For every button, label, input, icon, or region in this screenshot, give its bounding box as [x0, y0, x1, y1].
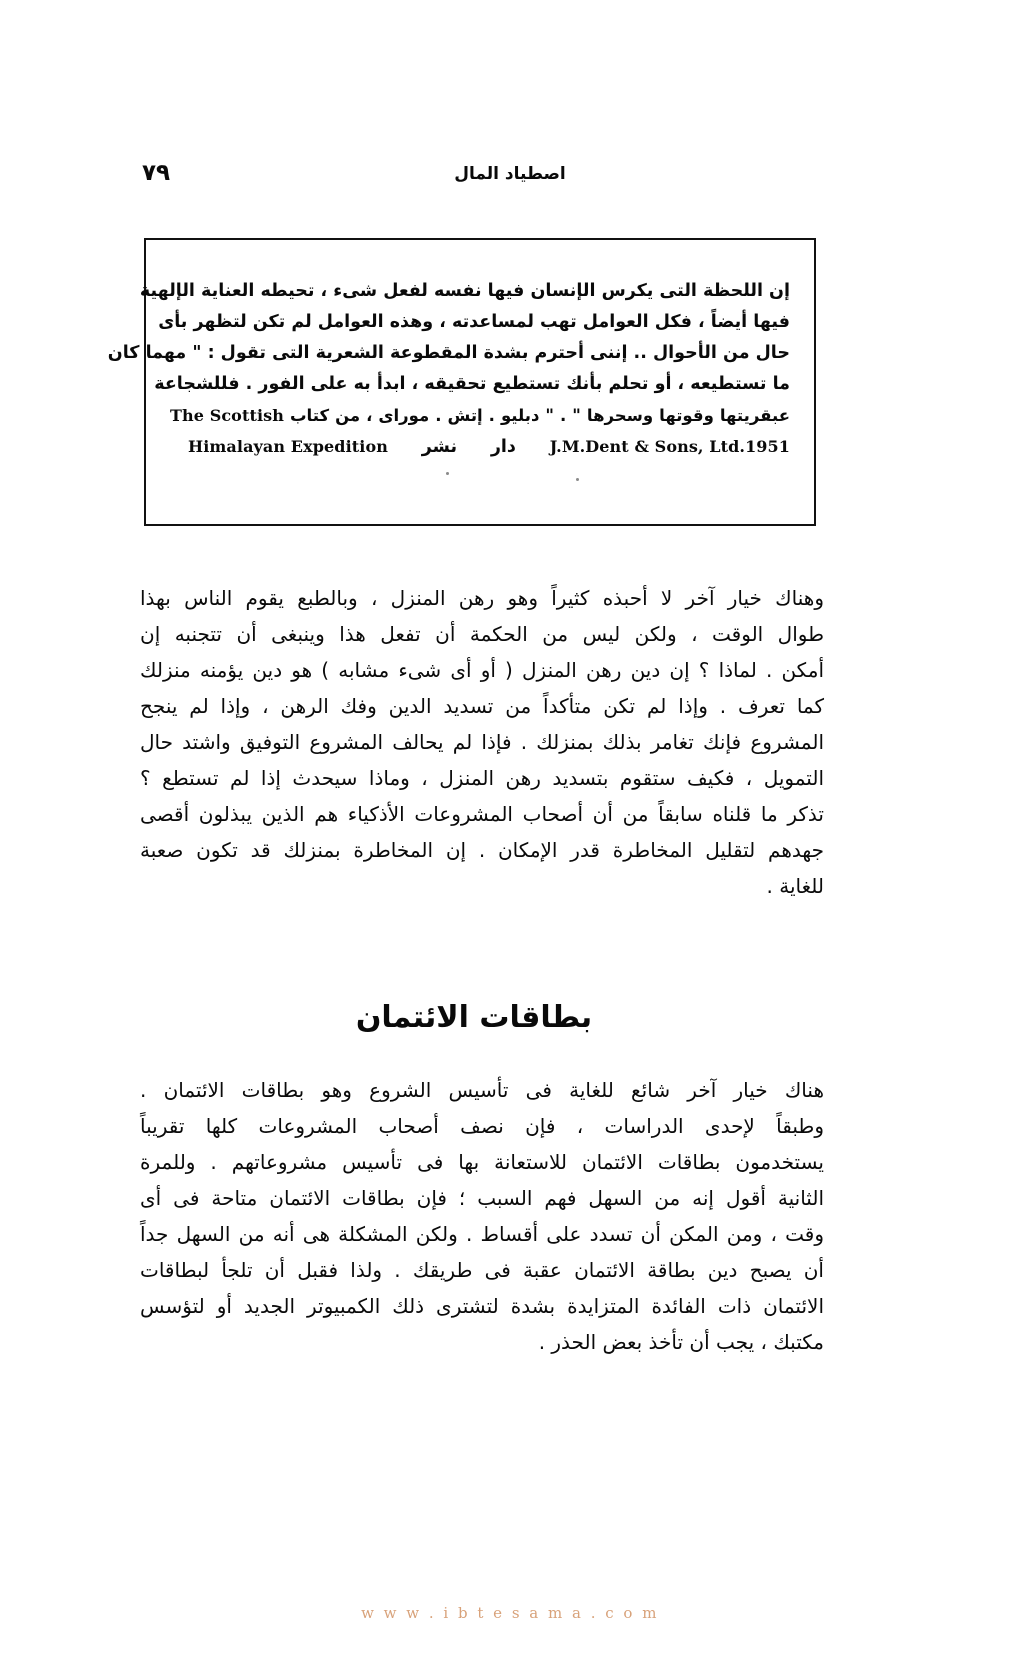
book-title: اصطياد المال — [454, 164, 566, 184]
page-number: ٧٩ — [142, 160, 171, 186]
quotation-line: ما تستطيعه ، أو تحلم بأنك تستطيع تحقيقه ، ابدأ به على الفور . فللشجاعة — [154, 374, 790, 394]
body-line: جهدهم لتقليل المخاطرة قدر الإمكان . إن المخاطرة بمنزلك قد تكون صعبة — [140, 838, 824, 862]
quotation-text — [107, 276, 790, 463]
body-line: الائتمان ذات الفائدة المتزايدة بشدة لتشترى ذلك الكمبيوتر الجديد أو لتؤسس — [140, 1294, 824, 1318]
body-line: المشروع فإنك تغامر بذلك بمنزلك . فإذا لم يحالف المشروع التوفيق واشتد حال — [140, 730, 824, 754]
body-line: يستخدمون بطاقات الائتمان للاستعانة بها فى تأسيس مشروعاتهم . وللمرة — [140, 1150, 824, 1174]
scan-speckle — [576, 478, 579, 481]
paragraph-credit-cards — [140, 1072, 824, 1360]
footer-watermark — [0, 1603, 1020, 1622]
body-line: وهناك خيار آخر لا أحبذه كثيراً وهو رهن المنزل ، وبالطبع يقوم الناس بهذا — [140, 586, 824, 610]
body-line: تذكر ما قلناه سابقاً من أن أصحاب المشروعات الأذكياء هم الذين يبذلون أقصى — [140, 802, 824, 826]
running-head — [140, 160, 880, 194]
quotation-publisher-line — [170, 431, 790, 463]
body-line: للغاية . — [766, 874, 824, 898]
quotation-line: إن اللحظة التى يكرس الإنسان فيها نفسه لفعل شىء ، تحيطه العناية الإلهية — [139, 281, 790, 301]
quotation-source-arabic: عبقريتها وقوتها وسحرها " . " دبليو . إتش . موراى ، من كتاب — [289, 406, 790, 425]
body-line: أن يصبح دين بطاقة الائتمان عقبة فى طريقك . ولذا فقبل أن تلجأ لبطاقات — [140, 1258, 824, 1282]
body-line: هناك خيار آخر شائع للغاية فى تأسيس الشروع وهو بطاقات الائتمان . — [140, 1078, 824, 1102]
paragraph-mortgage-option — [140, 580, 824, 904]
publisher-name: J.M.Dent & Sons, Ltd.1951 — [549, 437, 790, 456]
quotation-line: حال من الأحوال .. إننى أحترم بشدة المقطوعة الشعرية التى تقول : " مهما كان — [107, 343, 790, 363]
scan-speckle — [446, 472, 449, 475]
section-heading — [0, 1000, 1020, 1035]
quotation-source-title-latin: The Scottish — [170, 406, 284, 425]
body-line: أمكن . لماذا ؟ إن دين رهن المنزل ( أو أى شىء مشابه ) هو دين يؤمنه منزلك — [140, 658, 824, 682]
quotation-box — [107, 238, 816, 526]
body-line: الثانية أقول إنه من السهل فهم السبب ؛ فإن بطاقات الائتمان متاحة فى أى — [140, 1186, 824, 1210]
body-line: كما تعرف . وإذا لم تكن متأكداً من تسديد الدين وفك الرهن ، وإذا لم ينجح — [140, 694, 824, 718]
body-line: وقت ، ومن المكن أن تسدد على أقساط . ولكن المشكلة هى أنه من السهل جداً — [140, 1222, 824, 1246]
publisher-label-arabic: دار نشر — [421, 437, 516, 457]
body-line: التمويل ، فكيف ستقوم بتسديد رهن المنزل ، وماذا سيحدث إذا لم تستطع ؟ — [140, 766, 824, 790]
watermark-text: w w w . i b t e s a m a . c o m — [361, 1604, 659, 1622]
quotation-source-line — [170, 400, 790, 431]
body-line: طوال الوقت ، ولكن ليس من الحكمة أن تفعل هذا وينبغى أن تتجنبه إن — [140, 622, 824, 646]
quotation-line: فيها أيضاً ، فكل العوامل تهب لمساعدته ، وهذه العوامل لم تكن لتظهر بأى — [158, 312, 790, 332]
expedition-title-latin: Himalayan Expedition — [188, 437, 388, 456]
body-line: مكتبك ، يجب أن تأخذ بعض الحذر . — [538, 1330, 824, 1354]
body-line: وطبقاً لإحدى الدراسات ، فإن نصف أصحاب المشروعات كلها تقريباً — [140, 1114, 824, 1138]
section-heading-label: بطاقات الائتمان — [355, 1000, 593, 1035]
